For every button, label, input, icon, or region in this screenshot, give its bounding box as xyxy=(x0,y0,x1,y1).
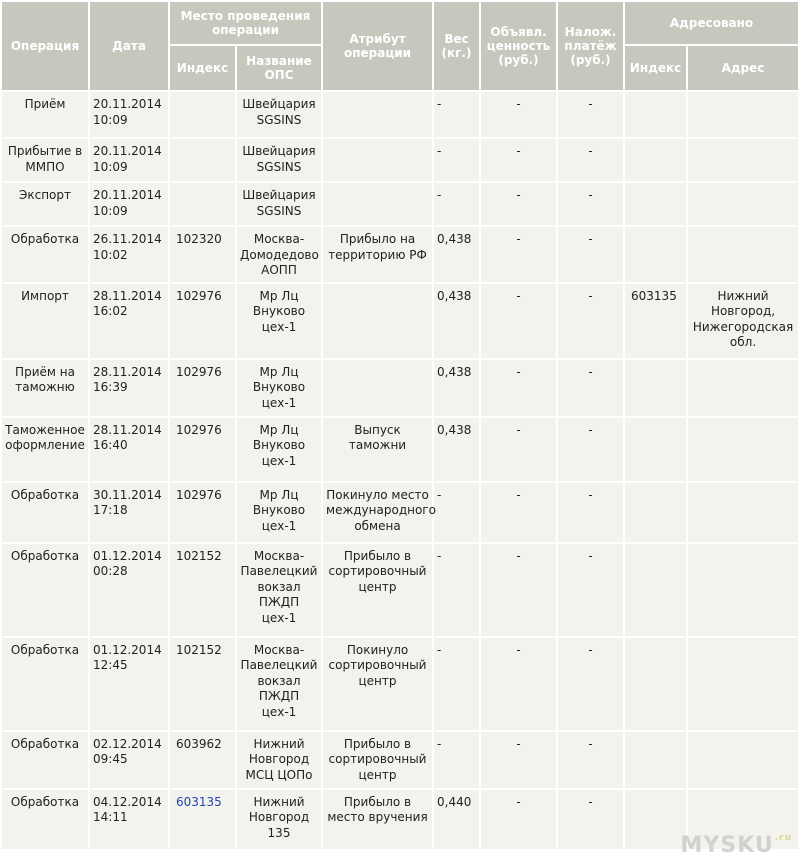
cell-operation: Обработка xyxy=(2,483,88,542)
cell-addr-index: 603135 xyxy=(625,284,686,358)
cell-operation: Обработка xyxy=(2,790,88,849)
cell-attribute: Прибыло в сортировочный центр xyxy=(323,544,432,636)
cell-addr-index xyxy=(625,139,686,181)
cell-cod: - xyxy=(558,418,623,481)
cell-date: 02.12.2014 09:45 xyxy=(90,732,168,788)
cell-declared-value: - xyxy=(481,360,556,416)
cell-attribute: Выпуск таможни xyxy=(323,418,432,481)
cell-weight: - xyxy=(434,483,479,542)
cell-operation: Экспорт xyxy=(2,183,88,225)
cell-attribute xyxy=(323,284,432,358)
cell-addr-address xyxy=(688,732,798,788)
cell-attribute xyxy=(323,92,432,137)
cell-attribute: Прибыло на территорию РФ xyxy=(323,227,432,282)
cell-addr-address xyxy=(688,544,798,636)
table-row xyxy=(2,418,798,481)
cell-cod: - xyxy=(558,483,623,542)
cell-operation: Обработка xyxy=(2,227,88,282)
cell-cod: - xyxy=(558,732,623,788)
table-body xyxy=(2,92,798,849)
table-row xyxy=(2,92,798,137)
cell-date: 28.11.2014 16:02 xyxy=(90,284,168,358)
cell-place-name: Мр Лц Внуково цех-1 xyxy=(237,418,321,481)
cell-declared-value: - xyxy=(481,638,556,730)
header-addressed: Адресовано xyxy=(625,2,798,44)
cell-place-name: Швейцария SGSINS xyxy=(237,92,321,137)
cell-date: 20.11.2014 10:09 xyxy=(90,139,168,181)
cell-place-name: Нижний Новгород 135 xyxy=(237,790,321,849)
cell-addr-index xyxy=(625,360,686,416)
cell-declared-value: - xyxy=(481,227,556,282)
cell-addr-address xyxy=(688,183,798,225)
cell-date: 26.11.2014 10:02 xyxy=(90,227,168,282)
cell-addr-index xyxy=(625,790,686,849)
cell-declared-value: - xyxy=(481,544,556,636)
table-row xyxy=(2,360,798,416)
cell-operation: Обработка xyxy=(2,638,88,730)
header-place-name: Название ОПС xyxy=(237,46,321,90)
cell-cod: - xyxy=(558,227,623,282)
cell-addr-address xyxy=(688,483,798,542)
header-date: Дата xyxy=(90,2,168,90)
cell-date: 30.11.2014 17:18 xyxy=(90,483,168,542)
cell-addr-index xyxy=(625,183,686,225)
cell-addr-address xyxy=(688,139,798,181)
cell-weight: - xyxy=(434,638,479,730)
cell-declared-value: - xyxy=(481,418,556,481)
cell-cod: - xyxy=(558,183,623,225)
header-place-index: Индекс xyxy=(170,46,235,90)
cell-weight: - xyxy=(434,139,479,181)
cell-addr-index xyxy=(625,418,686,481)
cell-place-index xyxy=(170,183,235,225)
table-row xyxy=(2,284,798,358)
cell-declared-value: - xyxy=(481,183,556,225)
cell-attribute: Покинуло место международного обмена xyxy=(323,483,432,542)
cell-place-name: Мр Лц Внуково цех-1 xyxy=(237,284,321,358)
cell-weight: - xyxy=(434,544,479,636)
cell-place-name: Мр Лц Внуково цех-1 xyxy=(237,360,321,416)
cell-date: 20.11.2014 10:09 xyxy=(90,183,168,225)
cell-declared-value: - xyxy=(481,483,556,542)
cell-addr-index xyxy=(625,638,686,730)
cell-attribute: Покинуло сортировочный центр xyxy=(323,638,432,730)
table-row xyxy=(2,183,798,225)
table-row xyxy=(2,227,798,282)
cell-operation: Импорт xyxy=(2,284,88,358)
cell-cod: - xyxy=(558,284,623,358)
cell-date: 20.11.2014 10:09 xyxy=(90,92,168,137)
cell-cod: - xyxy=(558,92,623,137)
cell-place-name: Москва-Домодедово АОПП xyxy=(237,227,321,282)
cell-declared-value: - xyxy=(481,284,556,358)
cell-weight: - xyxy=(434,183,479,225)
cell-operation: Обработка xyxy=(2,732,88,788)
cell-cod: - xyxy=(558,544,623,636)
cell-addr-index xyxy=(625,483,686,542)
cell-weight: 0,440 xyxy=(434,790,479,849)
table-row xyxy=(2,638,798,730)
cell-place-index: 102976 xyxy=(170,360,235,416)
cell-date: 28.11.2014 16:40 xyxy=(90,418,168,481)
cell-attribute xyxy=(323,183,432,225)
cell-addr-address xyxy=(688,638,798,730)
cell-attribute: Прибыло в сортировочный центр xyxy=(323,732,432,788)
cell-addr-index xyxy=(625,732,686,788)
cell-place-index: 102976 xyxy=(170,284,235,358)
cell-place-index: 603962 xyxy=(170,732,235,788)
cell-date: 01.12.2014 12:45 xyxy=(90,638,168,730)
cell-place-name: Швейцария SGSINS xyxy=(237,183,321,225)
cell-weight: 0,438 xyxy=(434,284,479,358)
cell-addr-index xyxy=(625,92,686,137)
cell-place-index: 102976 xyxy=(170,483,235,542)
cell-place-name: Мр Лц Внуково цех-1 xyxy=(237,483,321,542)
cell-place-name: Швейцария SGSINS xyxy=(237,139,321,181)
header-place: Место проведения операции xyxy=(170,2,321,44)
cell-addr-index xyxy=(625,544,686,636)
header-operation: Операция xyxy=(2,2,88,90)
cell-declared-value: - xyxy=(481,92,556,137)
cell-place-index xyxy=(170,790,235,849)
cell-addr-address xyxy=(688,227,798,282)
header-declared-value: Объявл. ценность (руб.) xyxy=(481,2,556,90)
cell-place-index: 102152 xyxy=(170,638,235,730)
cell-addr-address xyxy=(688,360,798,416)
cell-operation: Приём на таможню xyxy=(2,360,88,416)
cell-cod: - xyxy=(558,139,623,181)
cell-weight: - xyxy=(434,92,479,137)
table-header xyxy=(2,2,798,90)
cell-declared-value: - xyxy=(481,732,556,788)
cell-attribute: Прибыло в место вручения xyxy=(323,790,432,849)
cell-addr-address: Нижний Новгород, Нижегородская обл. xyxy=(688,284,798,358)
header-attribute: Атрибут операции xyxy=(323,2,432,90)
cell-declared-value: - xyxy=(481,139,556,181)
cell-place-index xyxy=(170,92,235,137)
cell-addr-index xyxy=(625,227,686,282)
cell-place-index: 102976 xyxy=(170,418,235,481)
cell-operation: Прибытие в ММПО xyxy=(2,139,88,181)
table-row xyxy=(2,139,798,181)
table-row xyxy=(2,544,798,636)
header-weight: Вес (кг.) xyxy=(434,2,479,90)
cell-date: 28.11.2014 16:39 xyxy=(90,360,168,416)
cell-cod: - xyxy=(558,638,623,730)
cell-addr-address xyxy=(688,418,798,481)
header-cod: Налож. платёж (руб.) xyxy=(558,2,623,90)
cell-attribute xyxy=(323,360,432,416)
header-addr-index: Индекс xyxy=(625,46,686,90)
cell-cod: - xyxy=(558,790,623,849)
cell-place-index xyxy=(170,139,235,181)
cell-weight: 0,438 xyxy=(434,418,479,481)
cell-place-name: Нижний Новгород МСЦ ЦОПо xyxy=(237,732,321,788)
cell-place-name: Москва-Павелецкий вокзал ПЖДП цех-1 xyxy=(237,638,321,730)
cell-weight: 0,438 xyxy=(434,227,479,282)
watermark-logo: $MYSKU^{.ru}$ xyxy=(680,833,792,858)
cell-place-name: Москва-Павелецкий вокзал ПЖДП цех-1 xyxy=(237,544,321,636)
cell-cod: - xyxy=(558,360,623,416)
cell-place-index: 102152 xyxy=(170,544,235,636)
cell-date: 01.12.2014 00:28 xyxy=(90,544,168,636)
header-addr-address: Адрес xyxy=(688,46,798,90)
cell-weight: 0,438 xyxy=(434,360,479,416)
cell-operation: Приём xyxy=(2,92,88,137)
table-row xyxy=(2,483,798,542)
cell-weight: - xyxy=(434,732,479,788)
cell-addr-address xyxy=(688,92,798,137)
cell-operation: Обработка xyxy=(2,544,88,636)
table-row xyxy=(2,732,798,788)
place-index-link[interactable]: 603135 xyxy=(176,794,222,809)
table-row xyxy=(2,790,798,849)
cell-place-index: 102320 xyxy=(170,227,235,282)
cell-date: 04.12.2014 14:11 xyxy=(90,790,168,849)
cell-operation: Таможенное оформление xyxy=(2,418,88,481)
cell-declared-value: - xyxy=(481,790,556,849)
cell-attribute xyxy=(323,139,432,181)
